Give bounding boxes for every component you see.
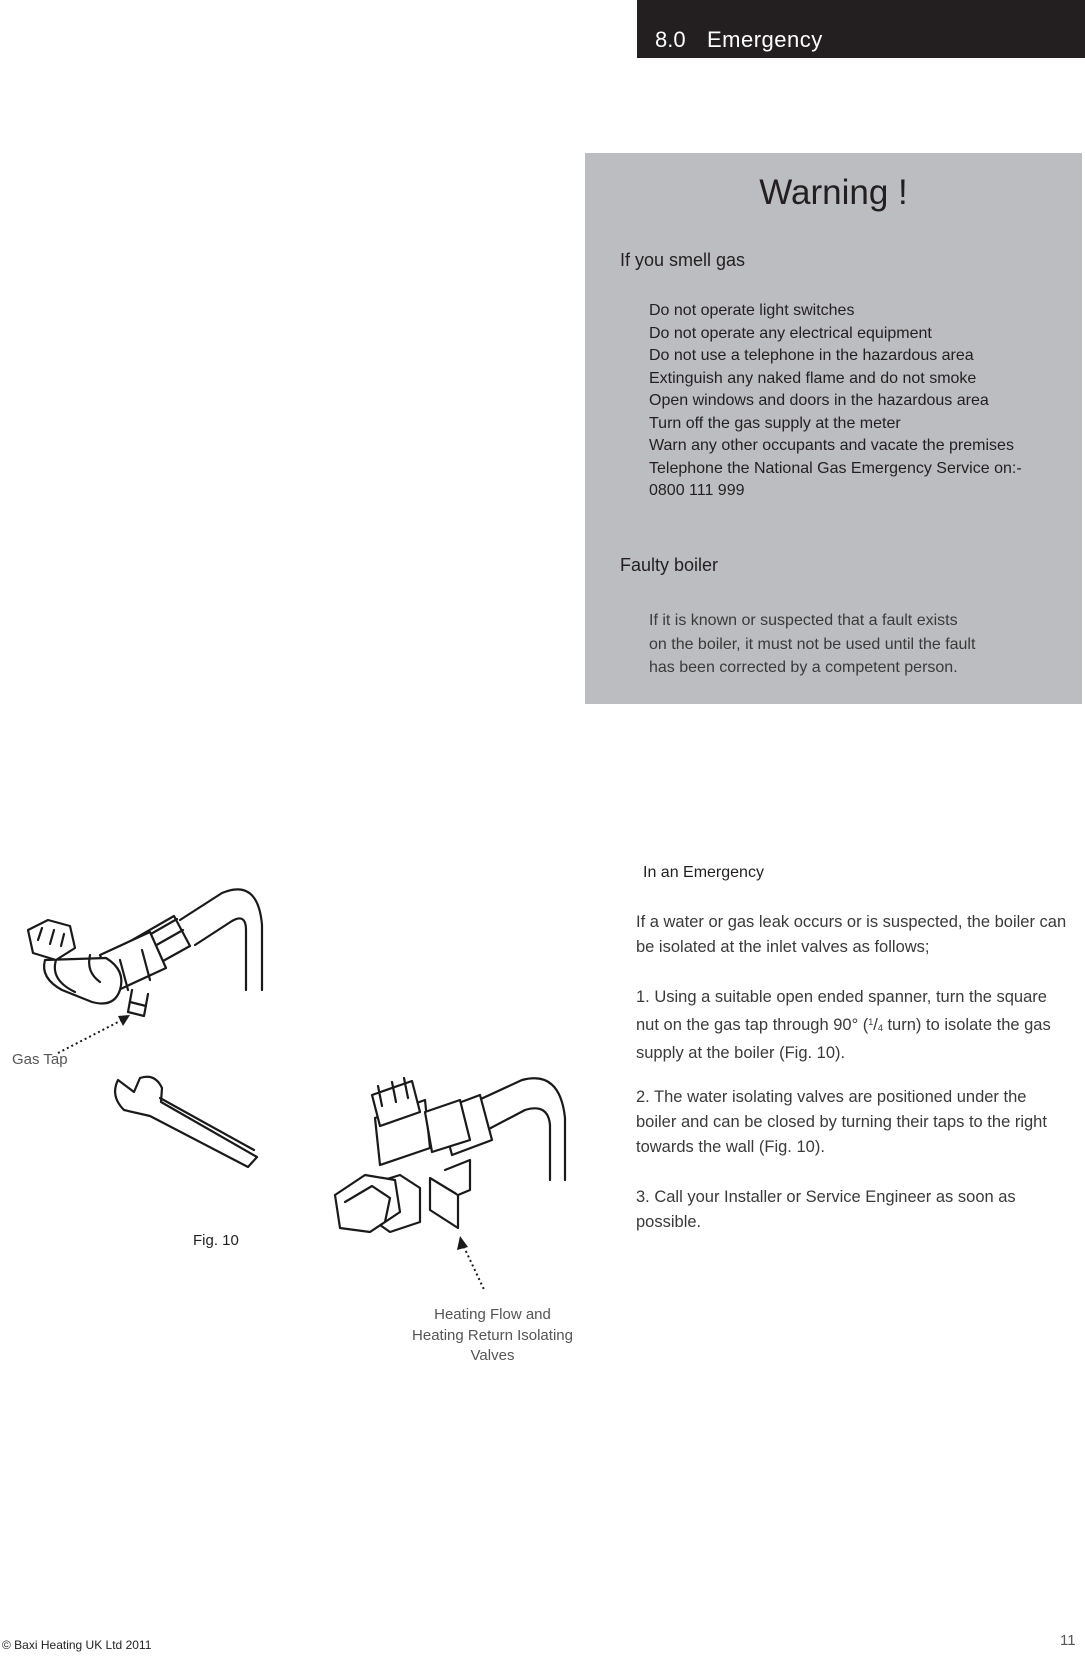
step-1-paragraph [636, 985, 1071, 1066]
list-item: Open windows and doors in the hazardous area [649, 392, 989, 409]
intro-paragraph: If a water or gas leak occurs or is suspected, the boiler can be isolated at the inlet valves as follows; [636, 913, 1067, 956]
section-header [637, 0, 1085, 58]
list-item: Do not use a telephone in the hazardous area [649, 347, 974, 364]
fraction-numerator: 1 [868, 1017, 874, 1027]
figure-label: Fig. 10 [193, 1232, 239, 1249]
gas-instructions-list [649, 300, 1022, 503]
text-line: If it is known or suspected that a fault exists [649, 612, 958, 629]
section-title: Emergency [707, 27, 823, 52]
fraction-slash: / [873, 1016, 878, 1034]
isolating-valves-label [405, 1305, 580, 1367]
gas-tap-icon [28, 889, 262, 1016]
list-item: Extinguish any naked flame and do not smoke [649, 369, 977, 387]
list-item: Do not operate any electrical equipment [649, 324, 932, 342]
text-line: on the boiler, it must not be used until the fault [649, 635, 976, 653]
emergency-heading: In an Emergency [643, 864, 764, 881]
spanner-icon [115, 1077, 257, 1167]
label-line: Valves [470, 1347, 515, 1364]
list-item: Telephone the National Gas Emergency Service on:- [649, 459, 1022, 477]
emergency-phone-number: 0800 111 999 [649, 482, 745, 499]
warning-box [585, 153, 1082, 704]
step-3 [636, 1185, 1071, 1235]
fig-10-illustration [0, 870, 600, 1290]
text-line: has been corrected by a competent person. [649, 659, 958, 676]
step-1-text-a: 1. Using a suitable open ended spanner, turn the square nut on the gas tap through 90° ( [636, 988, 1047, 1034]
warning-title: Warning ! [759, 173, 908, 212]
label-line: Heating Flow and [434, 1306, 551, 1323]
step-3-paragraph: 3. Call your Installer or Service Engineer as soon as possible. [636, 1188, 1016, 1231]
step-1 [636, 985, 1071, 1066]
section-number: 8.0 [655, 27, 686, 52]
faulty-boiler-text [649, 609, 1069, 680]
step-2-paragraph: 2. The water isolating valves are positioned under the boiler and can be closed by turning their taps to the right towards the wall (Fig. 10). [636, 1088, 1047, 1156]
emergency-intro [636, 910, 1071, 960]
step-1-text-b: turn) to isolate the gas supply at the boiler (Fig. 10). [636, 1016, 1051, 1062]
list-item: Warn any other occupants and vacate the premises [649, 437, 1014, 454]
copyright: © Baxi Heating UK Ltd 2011 [2, 1638, 152, 1652]
valve-icon [335, 1078, 565, 1232]
gas-tap-label: Gas Tap [12, 1051, 68, 1068]
fraction-denominator: 4 [877, 1023, 883, 1033]
label-line: Heating Return Isolating [412, 1326, 573, 1344]
gas-heading: If you smell gas [620, 250, 746, 270]
list-item: Turn off the gas supply at the meter [649, 414, 901, 432]
step-2 [636, 1085, 1071, 1160]
page-number: 11 [1060, 1632, 1076, 1649]
list-item: Do not operate light switches [649, 302, 855, 319]
faulty-boiler-heading: Faulty boiler [620, 555, 719, 575]
